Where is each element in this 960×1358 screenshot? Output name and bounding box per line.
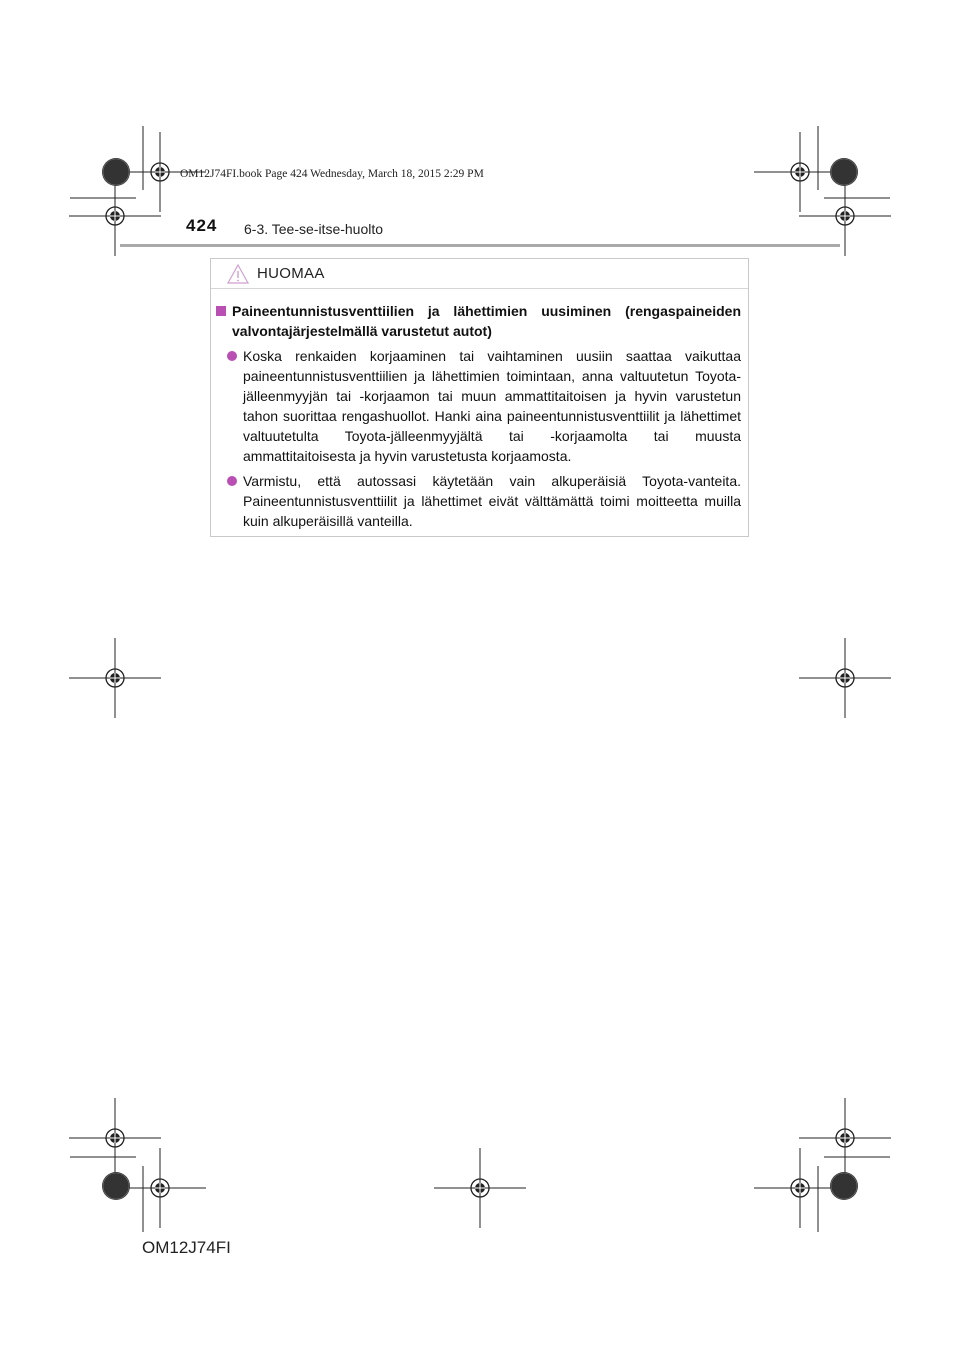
notice-heading-text: Paineentunnistusventtiilien ja lähettimien uusiminen (rengaspaineiden valvontajärjestelmällä varustetut autot) [232,303,741,339]
notice-header [211,259,748,289]
notice-body [211,289,748,531]
manual-code: OM12J74FI [142,1238,231,1257]
header-rule [120,244,840,247]
list-item-text: Varmistu, että autossasi käytetään vain alkuperäisiä Toyota-vanteita. Paineentunnistusventtiilit ja lähettimet eivät välttämättä toimi moitteetta muilla kuin alkuperäisillä vanteilla. [243,473,741,529]
warning-triangle-icon [227,264,249,284]
book-stamp: OM12J74FI.book Page 424 Wednesday, March 18, 2015 2:29 PM [180,168,484,180]
page-number: 424 [186,216,218,235]
dot-bullet-icon [227,351,237,361]
notice-title: HUOMAA [257,265,325,282]
list-item [227,346,741,466]
notice-heading [216,301,741,341]
section-title: 6-3. Tee-se-itse-huolto [244,221,384,237]
list-item-text: Koska renkaiden korjaaminen tai vaihtaminen uusiin saattaa vaikuttaa paineentunnistusventtiilien ja lähettimien toimintaan, anna valtuutetun Toyota-jälleenmyyjän tai -korjaamon tai muun ammattitaitoisen ja hyvin varustetun tahon suorittaa rengashuollot. Hanki aina paineentunnistusventtiilit ja lähettimet valtuutetulta Toyota-jälleenmyyjältä tai -korjaamolta tai muusta ammattitaitoisesta ja hyvin varustetusta korjaamosta. [243,348,741,464]
square-bullet-icon [216,306,226,316]
list-item [227,471,741,531]
notice-box [210,258,749,537]
dot-bullet-icon [227,476,237,486]
